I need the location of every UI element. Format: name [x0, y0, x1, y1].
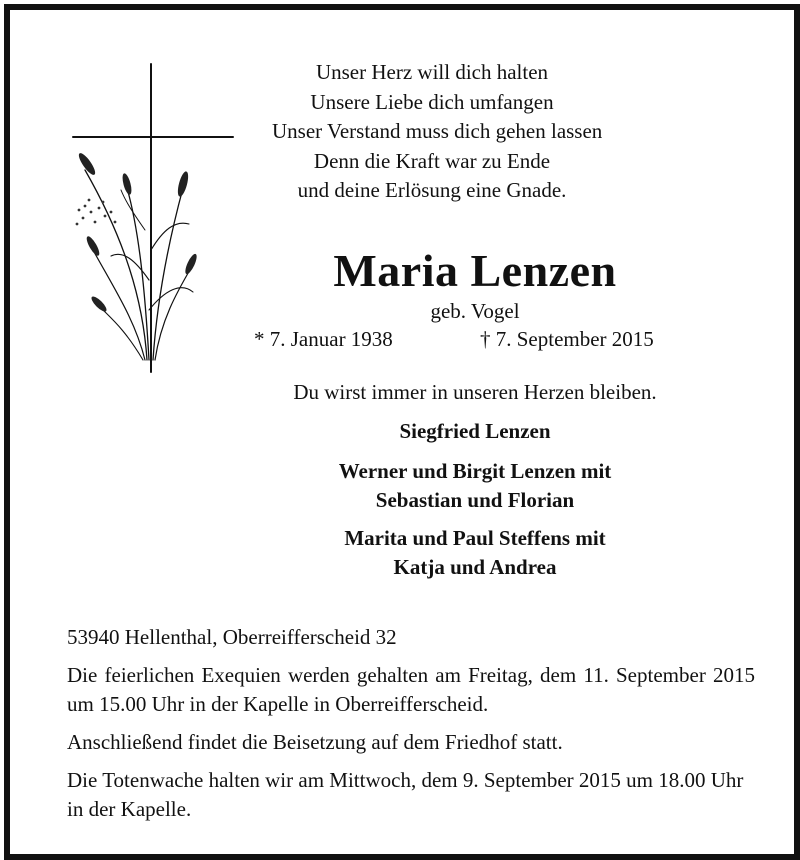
family-mourner	[210, 417, 740, 446]
deceased-name: Maria Lenzen	[333, 245, 617, 296]
maiden-name: geb. Vogel	[430, 299, 520, 323]
tagline: Du wirst immer in unseren Herzen bleiben.	[293, 380, 657, 404]
poem-line: Unser Herz will dich halten	[315, 60, 549, 84]
death-date: † 7. September 2015	[480, 327, 654, 351]
address: 53940 Hellenthal, Oberreifferscheid 32	[67, 625, 397, 649]
mourner-line: Marita und Paul Steffens mit	[344, 526, 606, 550]
family-mourner	[210, 457, 740, 515]
burial-notice: Anschließend findet die Beisetzung auf dem Friedhof statt.	[67, 730, 563, 754]
cross-with-wheat-icon	[65, 60, 245, 380]
mourner-line: Werner und Birgit Lenzen mit	[338, 459, 612, 483]
poem-line: Unser Verstand muss dich gehen lassen	[272, 119, 603, 143]
obituary-frame	[4, 4, 800, 860]
mourner-line: Sebastian und Florian	[375, 488, 575, 512]
poem	[272, 58, 603, 206]
mourner-line: Katja und Andrea	[393, 555, 557, 579]
family-mourner	[210, 524, 740, 582]
wake-notice: Die Totenwache halten wir am Mittwoch, dem 9. September 2015 um 18.00 Uhr in der Kapelle.	[67, 768, 744, 821]
birth-date: * 7. Januar 1938	[254, 327, 393, 351]
poem-line: Denn die Kraft war zu Ende	[313, 148, 551, 173]
poem-line: und deine Erlösung eine Gnade.	[297, 178, 567, 202]
mourner-line: Siegfried Lenzen	[399, 419, 551, 443]
poem-line: Unsere Liebe dich umfangen	[310, 89, 554, 114]
funeral-notice: Die feierlichen Exequien werden gehalten am Freitag, dem 11. September 2015 um 15.00 Uhr in der Kapelle in Oberreifferscheid.	[67, 663, 755, 716]
